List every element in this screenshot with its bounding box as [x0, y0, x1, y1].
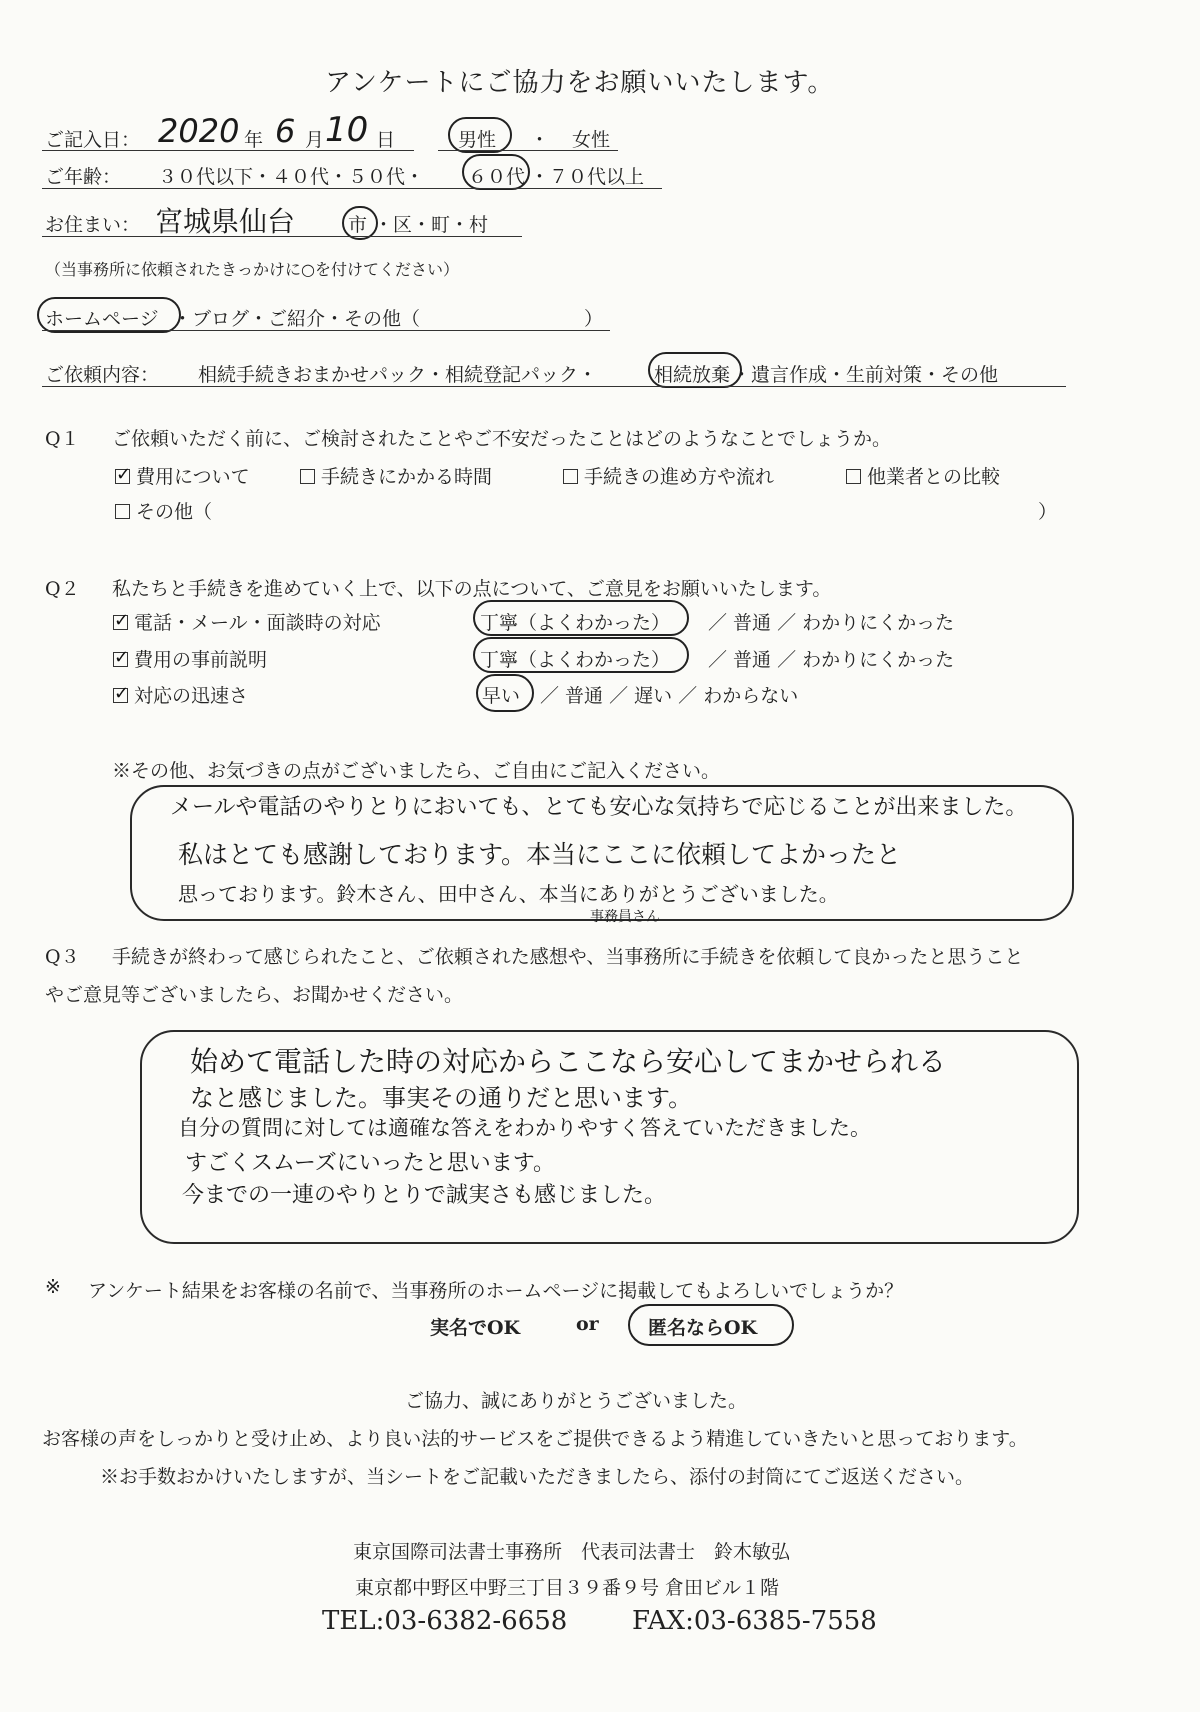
age-label: ご年齢： — [45, 166, 122, 188]
request-underline — [42, 386, 1066, 387]
q2-row-2-rest: ／ 普通 ／ 遅い ／ わからない — [540, 685, 799, 707]
q2-row-1-label: ✓費用の事前説明 — [113, 645, 267, 672]
trigger-underline — [42, 330, 610, 331]
publish-question: アンケート結果をお客様の名前で、当事務所のホームページに掲載してもよろしいでしょうか？ — [88, 1280, 904, 1302]
q3-answer-line-4: 今までの一連のやりとりで誠実さも感じました。 — [182, 1183, 667, 1208]
q2-row-2-selected: 早い — [482, 685, 521, 707]
q1-option-other: その他（ — [115, 497, 212, 524]
q2-answer-line-1: 私はとても感謝しております。本当にここに依頼してよかったと — [178, 840, 902, 869]
entry-day: 10 — [325, 110, 369, 150]
q1-checkbox-3[interactable] — [846, 469, 861, 484]
q1-option-1: 手続きにかかる時間 — [300, 462, 492, 489]
address-unit-selected: 市 — [348, 214, 368, 236]
q1-number: Q１ — [45, 428, 80, 450]
request-selected: 相続放棄 — [654, 364, 731, 386]
q3-answer-line-3: すごくスムーズにいったと思います。 — [185, 1151, 556, 1176]
q3-number: Q３ — [45, 946, 80, 968]
age-selected: ６０代 — [468, 166, 526, 188]
age-options-2: ・７０代以上 — [530, 166, 645, 188]
q2-answer-line-0: メールや電話のやりとりにおいても、とても安心な気持ちで応じることが出来ました。 — [170, 795, 1028, 820]
q2-row-2-label: ✓対応の迅速さ — [113, 681, 248, 708]
request-options-2: ・遺言作成・生前対策・その他 — [732, 364, 999, 386]
address-units-rest: ・区・町・村 — [374, 214, 489, 236]
q3-answer-line-1: なと感じました。事実その通りだと思います。 — [190, 1084, 693, 1112]
footer-address: 東京都中野区中野三丁目３９番９号 倉田ビル１階 — [355, 1577, 780, 1599]
age-options-1: ３０代以下・４０代・５０代・ — [158, 166, 425, 188]
q1-checkbox-other[interactable] — [115, 504, 130, 519]
footer-fax: FAX:03-6385-7558 — [632, 1606, 877, 1636]
q2-checkbox-0[interactable] — [113, 615, 128, 630]
page-title: アンケートにご協力をお願いいたします。 — [325, 68, 835, 98]
request-options-1: 相続手続きおまかせパック・相続登記パック・ — [198, 364, 598, 386]
footer-tel: TEL:03-6382-6658 — [322, 1606, 568, 1636]
q1-other-close: ） — [1038, 501, 1058, 523]
address-label: お住まい： — [45, 214, 141, 236]
q2-row-0-label: ✓電話・メール・面談時の対応 — [113, 608, 381, 635]
q1-checkbox-2[interactable] — [563, 469, 578, 484]
entry-year: 2020 — [158, 112, 240, 150]
publish-mark: ※ — [45, 1276, 61, 1298]
q2-row-0-selected: 丁寧（よくわかった） — [480, 612, 671, 634]
publish-option-real-name[interactable]: 実名でOK — [430, 1317, 521, 1339]
q3-text-line-1: 手続きが終わって感じられたこと、ご依頼された感想や、当事務所に手続きを依頼して良かったと思うこと — [112, 946, 1024, 968]
age-underline — [42, 188, 662, 189]
trigger-rest: ・ブログ・ご紹介・その他（ — [173, 308, 421, 330]
q1-text: ご依頼いただく前に、ご検討されたことやご不安だったことはどのようなことでしょうか。 — [112, 428, 892, 450]
footer-thanks: ご協力、誠にありがとうございました。 — [405, 1390, 748, 1412]
q2-text: 私たちと手続きを進めていく上で、以下の点について、ご意見をお願いいたします。 — [112, 578, 832, 600]
q3-answer-line-2: 自分の質問に対しては適確な答えをわかりやすく答えていただきました。 — [178, 1116, 871, 1140]
gender-male: 男性 — [458, 129, 497, 151]
entry-year-unit: 年 — [244, 129, 264, 151]
footer-message: お客様の声をしっかりと受け止め、より良い法的サービスをご提供できるよう精進していきたいと思っております。 — [42, 1428, 1028, 1450]
entry-month: 6 — [275, 112, 296, 150]
q1-option-3: 他業者との比較 — [846, 462, 1000, 489]
q1-option-0: ✓費用について — [115, 462, 250, 489]
address-underline — [42, 236, 522, 237]
request-label: ご依頼内容： — [45, 364, 160, 386]
trigger-selected: ホームページ — [45, 308, 159, 330]
address-value: 宮城県仙台 — [155, 205, 296, 238]
entry-date-label: ご記入日： — [45, 129, 141, 151]
q1-checkbox-0[interactable] — [115, 469, 130, 484]
q2-row-1-rest: ／ 普通 ／ わかりにくかった — [708, 649, 955, 671]
q2-checkbox-1[interactable] — [113, 652, 128, 667]
publish-option-anonymous[interactable]: 匿名ならOK — [648, 1317, 758, 1339]
footer-office: 東京国際司法書士事務所 代表司法書士 鈴木敏弘 — [353, 1541, 791, 1563]
q2-other-note: ※その他、お気づきの点がございましたら、ご自由にご記入ください。 — [112, 760, 721, 782]
gender-separator: ・ — [530, 129, 550, 151]
q2-number: Q２ — [45, 578, 80, 600]
q2-answer-line-2: 思っております。鈴木さん、田中さん、本当にありがとうございました。 — [178, 882, 839, 906]
q1-option-2: 手続きの進め方や流れ — [563, 462, 774, 489]
q2-checkbox-2[interactable] — [113, 688, 128, 703]
trigger-close: ） — [584, 308, 604, 330]
entry-date-underline — [42, 150, 414, 151]
q2-row-0-rest: ／ 普通 ／ わかりにくかった — [708, 612, 955, 634]
q3-answer-line-0: 始めて電話した時の対応からここなら安心してまかせられる — [190, 1045, 947, 1078]
q3-text-line-2: やご意見等ございましたら、お聞かせください。 — [45, 984, 464, 1006]
q1-checkbox-1[interactable] — [300, 469, 315, 484]
entry-day-unit: 日 — [376, 129, 396, 151]
publish-or: or — [576, 1313, 599, 1335]
trigger-note: （当事務所に依頼されたきっかけに○を付けてください） — [45, 260, 459, 279]
gender-female: 女性 — [572, 129, 611, 151]
entry-month-unit: 月 — [305, 129, 325, 151]
gender-underline — [438, 150, 618, 151]
q2-row-1-selected: 丁寧（よくわかった） — [480, 649, 671, 671]
q2-answer-annotation: 事務員さん — [590, 909, 660, 925]
footer-return-note: ※お手数おかけいたしますが、当シートをご記載いただきましたら、添付の封筒にてご返送ください。 — [100, 1466, 975, 1488]
